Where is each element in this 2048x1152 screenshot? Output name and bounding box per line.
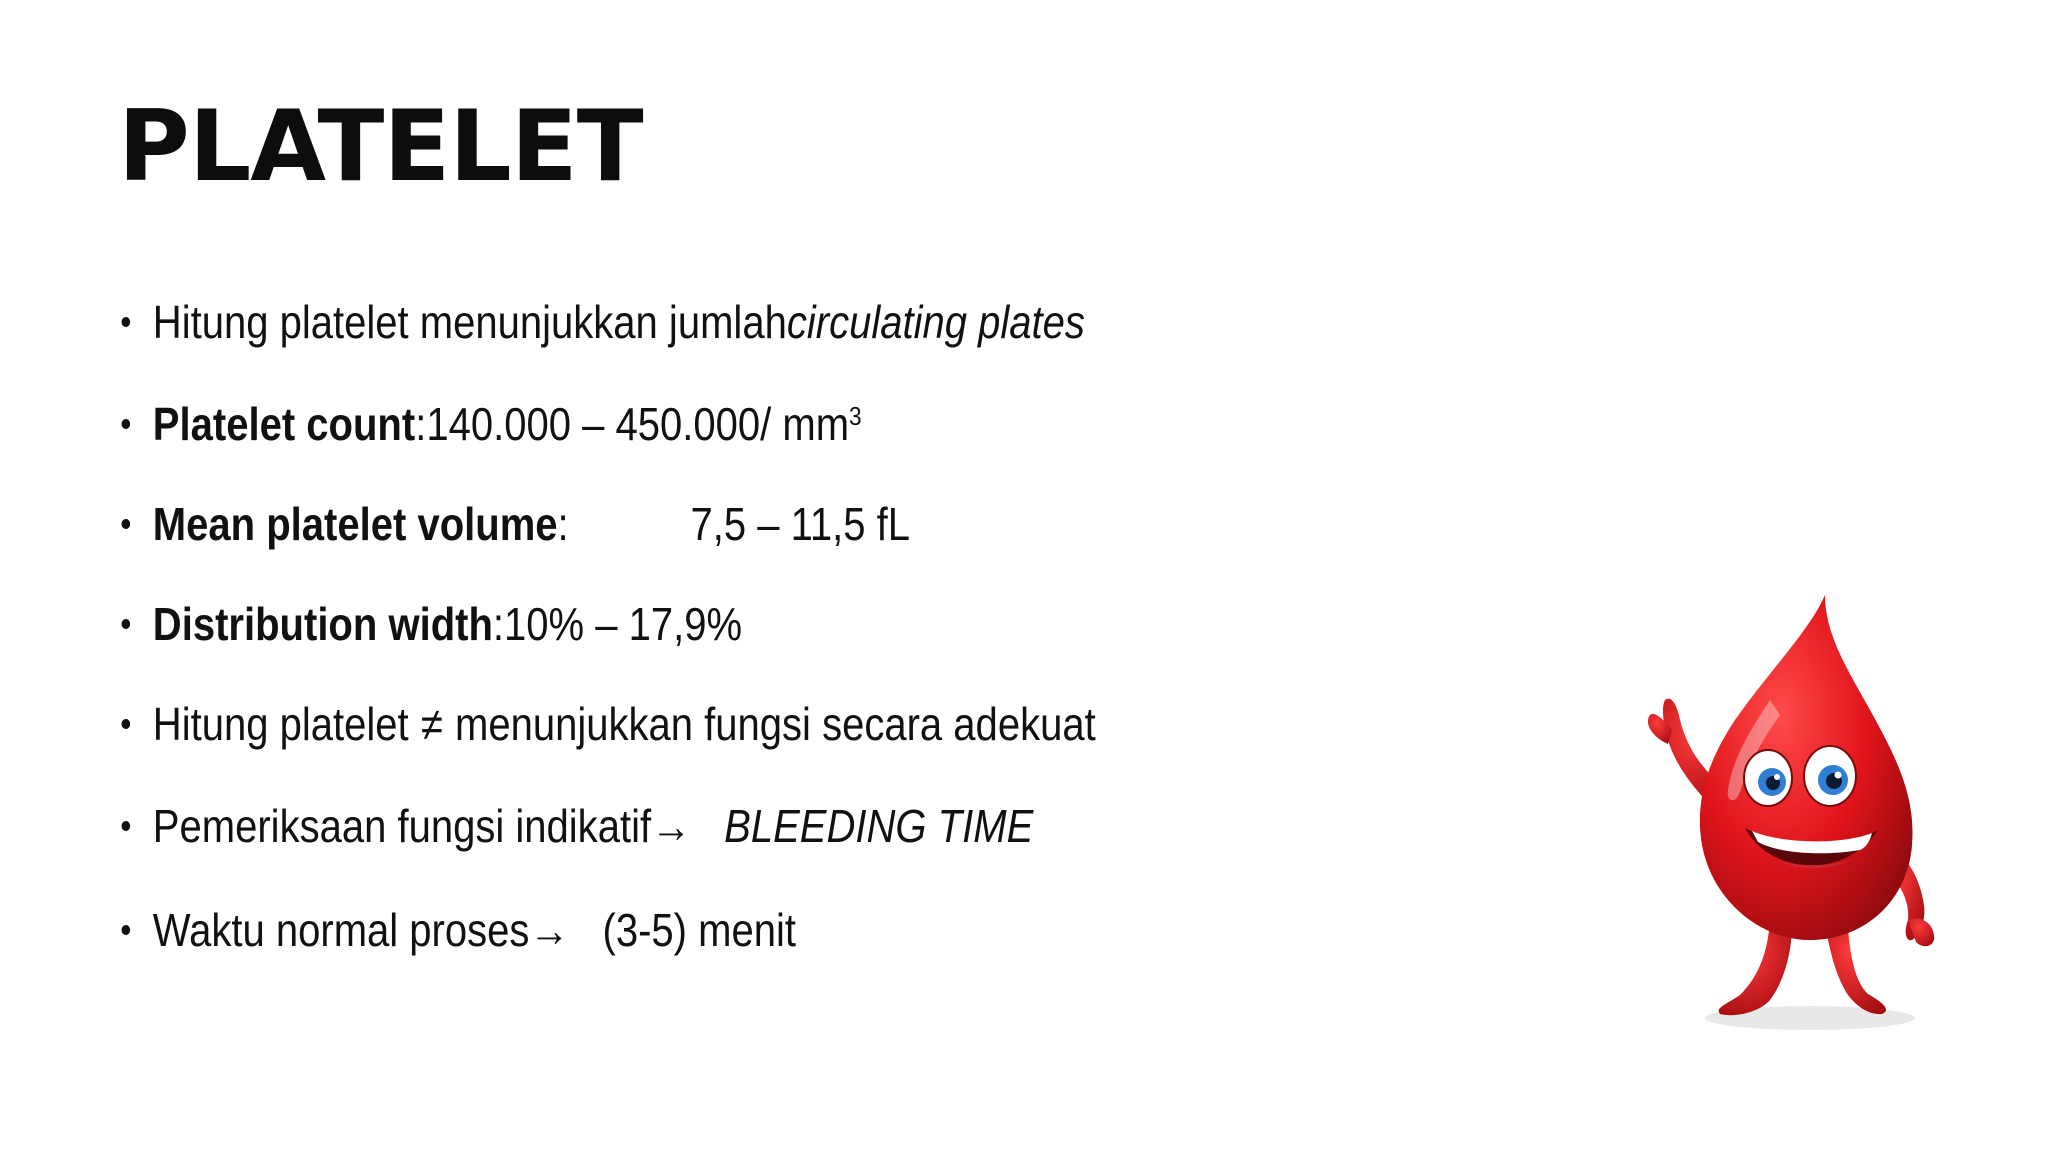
bullet-mean-platelet-volume: [118, 494, 910, 554]
bullet-platelet-count: [118, 394, 862, 454]
bullet-text: Pemeriksaan fungsi indikatif: [152, 800, 652, 852]
bullet-dot: [121, 519, 130, 529]
bullet-text: Hitung platelet menunjukkan jumlah: [152, 296, 787, 348]
bullet-text: menunjukkan fungsi secara adekuat: [454, 698, 1096, 750]
bullet-normal-time: [118, 900, 796, 960]
bullet-italic-term: BLEEDING TIME: [724, 800, 1034, 852]
bullet-value: (3-5) menit: [602, 904, 796, 956]
superscript-exponent: 3: [849, 401, 862, 431]
bullet-colon: :: [557, 498, 569, 550]
bullet-value: 140.000 – 450.000/ mm: [426, 398, 850, 450]
bullet-bleeding-time: [118, 796, 1033, 856]
bullet-label: Mean platelet volume: [152, 498, 558, 550]
bullet-label: Distribution width: [152, 598, 493, 650]
bullet-text: Hitung platelet: [152, 698, 409, 750]
bullet-text: Waktu normal proses: [152, 904, 530, 956]
bullet-dot: [121, 821, 130, 831]
bullet-dot: [121, 419, 130, 429]
arrow-right-icon: →: [529, 904, 570, 956]
bullet-italic-term: circulating plates: [786, 296, 1085, 348]
arrow-right-icon: →: [651, 800, 692, 852]
bullet-dot: [121, 719, 130, 729]
bullet-dot: [121, 317, 130, 327]
not-equal-symbol: ≠: [420, 698, 443, 750]
bullet-value: 7,5 – 11,5 fL: [690, 498, 911, 550]
bullet-distribution-width: [118, 594, 742, 654]
bullet-label: Platelet count: [152, 398, 416, 450]
bullet-value: 10% – 17,9%: [504, 598, 743, 650]
bullet-circulating-plates: [118, 292, 1085, 352]
bullet-colon: :: [415, 398, 427, 450]
bullet-colon: :: [492, 598, 505, 650]
bullet-dot: [121, 619, 130, 629]
bullet-platelet-function: [118, 694, 1096, 754]
bullet-dot: [121, 925, 130, 935]
blood-drop-mascot-icon: [1620, 590, 1950, 1040]
slide-title: PLATELET: [118, 90, 643, 204]
